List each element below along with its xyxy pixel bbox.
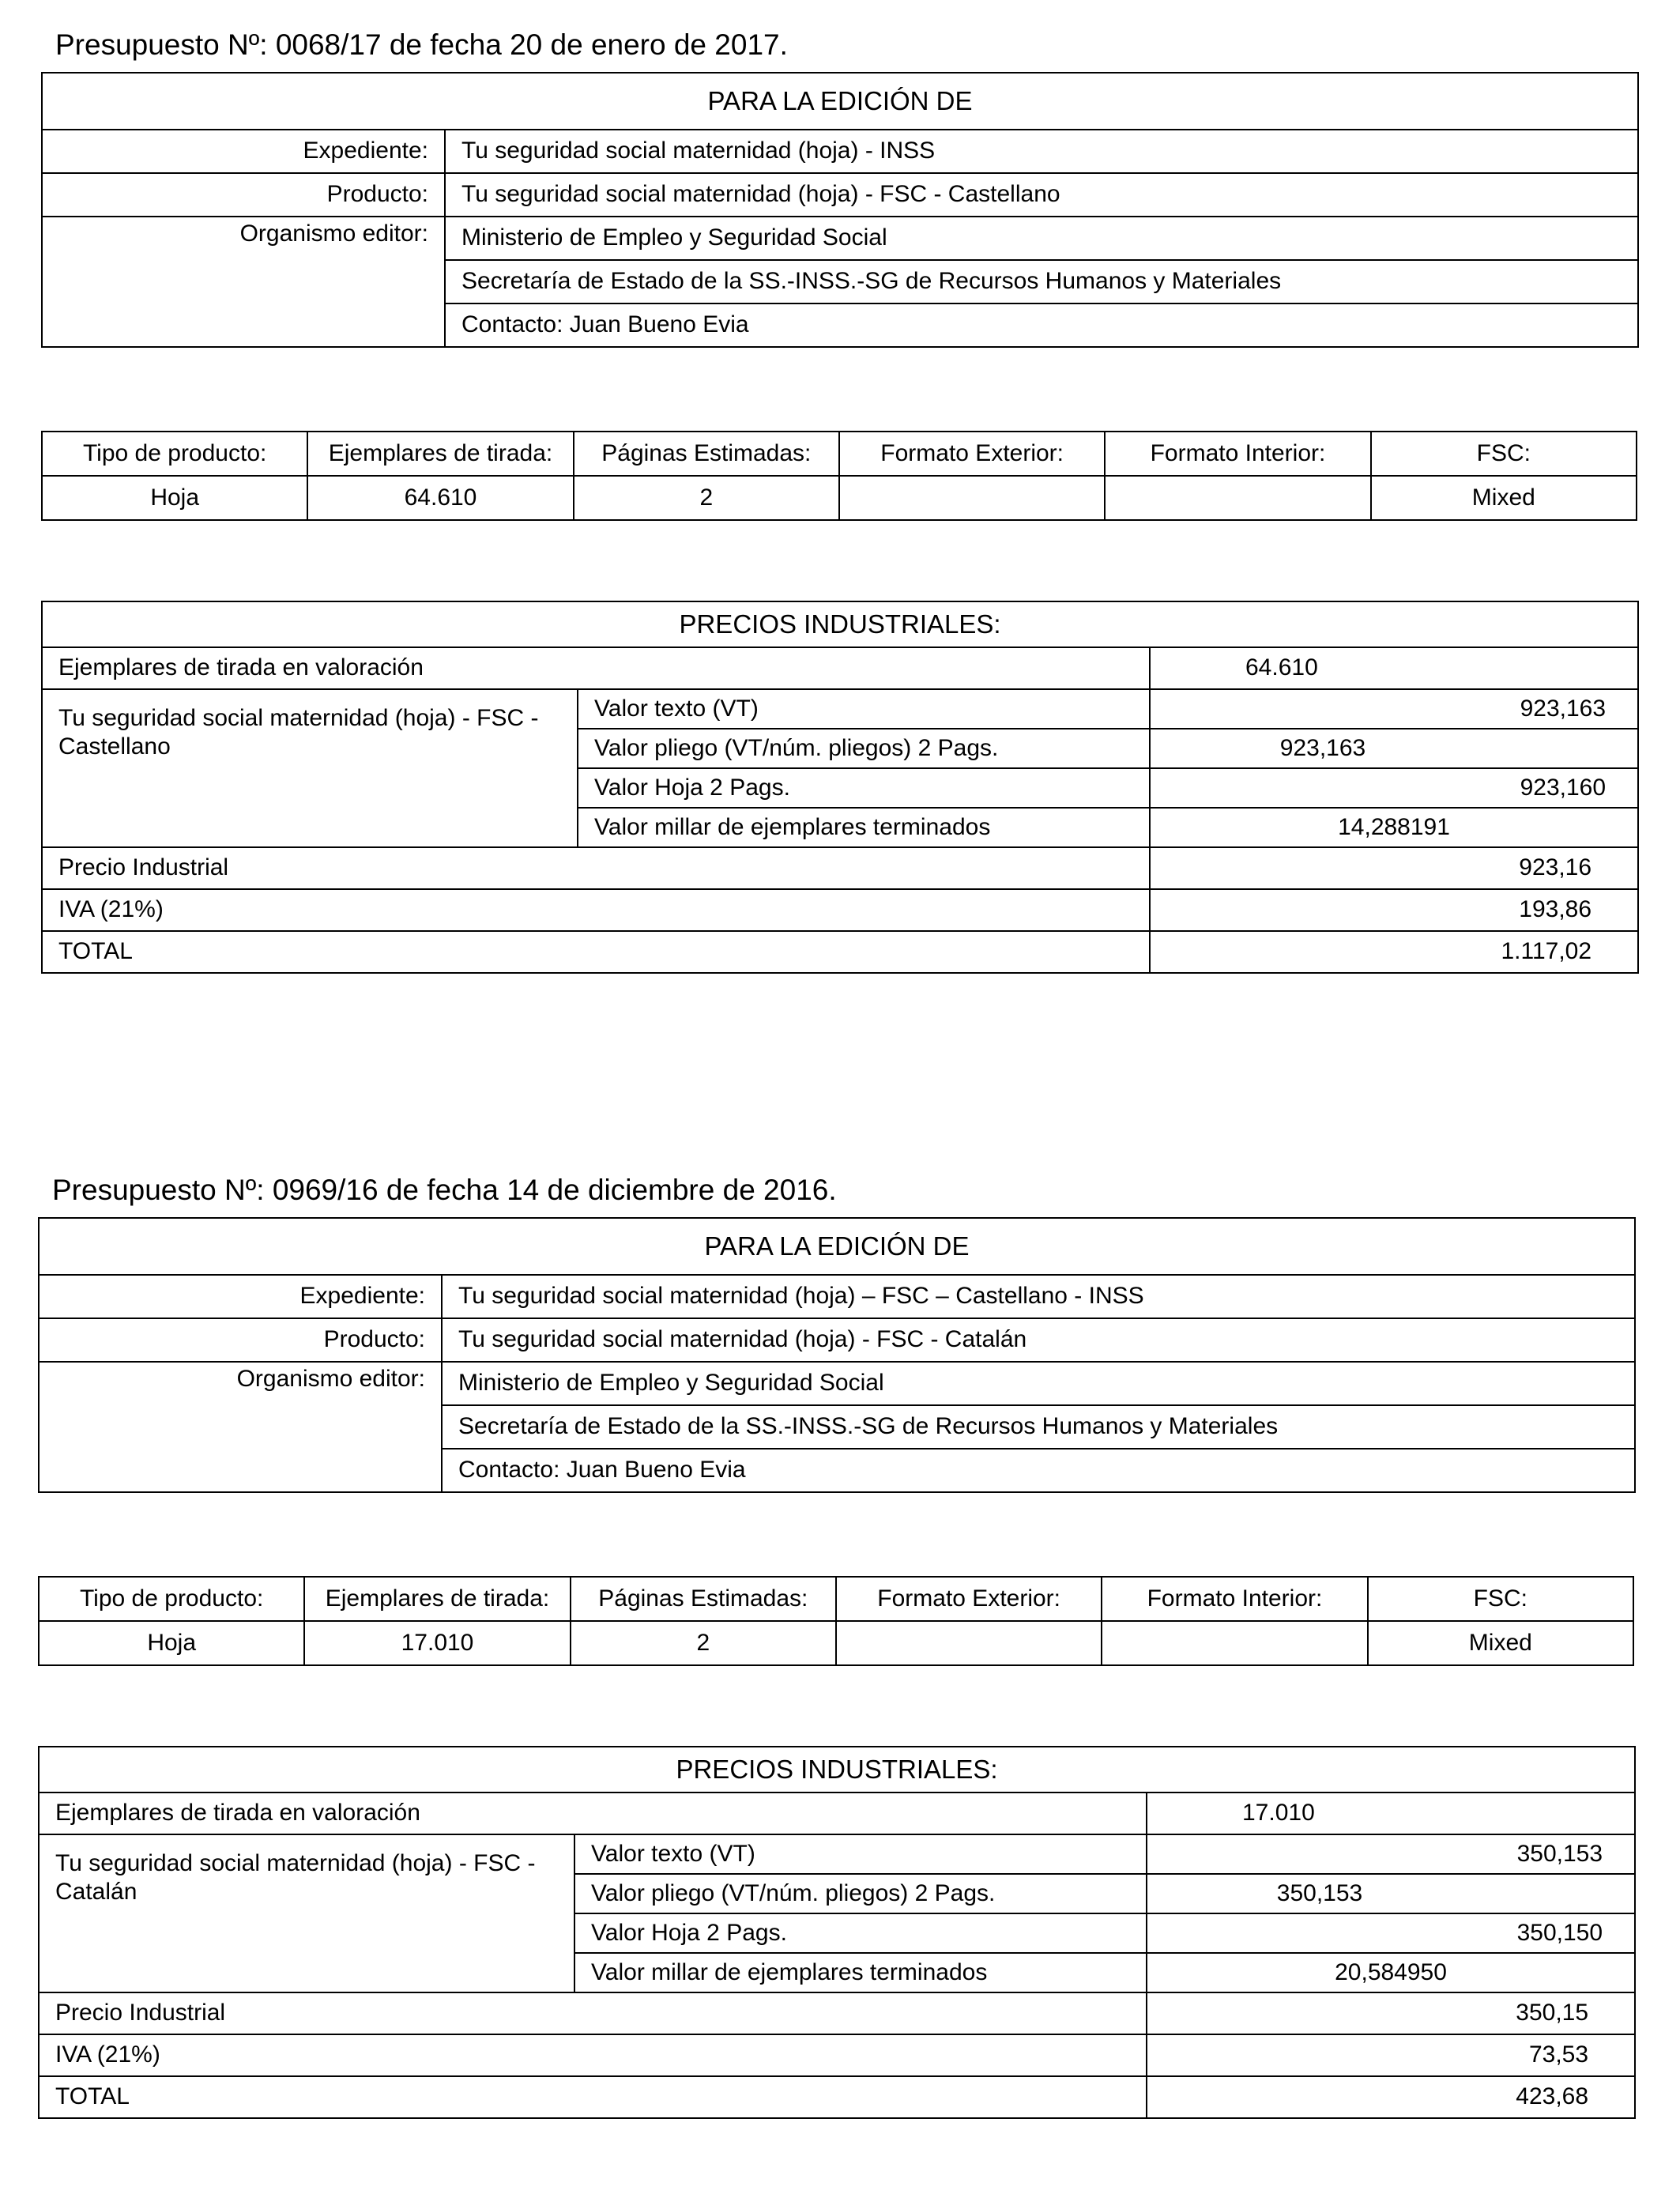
contacto-line: Contacto: Juan Bueno Evia — [442, 1449, 1635, 1492]
producto-value: Tu seguridad social maternidad (hoja) - FSC - Castellano — [445, 173, 1638, 217]
total-label: TOTAL — [42, 931, 1150, 973]
price-row-value: 923,160 — [1150, 768, 1638, 808]
contacto-line: Contacto: Juan Bueno Evia — [445, 303, 1638, 347]
spec-value: 2 — [571, 1621, 836, 1665]
spec-header: Formato Exterior: — [839, 432, 1105, 476]
spec-value: Hoja — [39, 1621, 304, 1665]
price-row-label: Valor millar de ejemplares terminados — [578, 808, 1150, 847]
producto-label: Producto: — [39, 1318, 442, 1362]
budget-title: Presupuesto Nº: 0068/17 de fecha 20 de enero de 2017. — [55, 28, 788, 61]
spec-header: Páginas Estimadas: — [571, 1577, 836, 1621]
precio-industrial-value: 923,16 — [1150, 847, 1638, 889]
price-row-value: 20,584950 — [1147, 1953, 1635, 1992]
spec-header: Ejemplares de tirada: — [304, 1577, 570, 1621]
price-row-label: Valor texto (VT) — [574, 1834, 1147, 1874]
price-row-value: 350,153 — [1147, 1834, 1635, 1874]
spec-header: Formato Interior: — [1105, 432, 1370, 476]
ejemplares-label: Ejemplares de tirada en valoración — [42, 647, 1150, 689]
price-row-value: 923,163 — [1150, 689, 1638, 729]
specs-table — [38, 1576, 1634, 1666]
producto-label: Producto: — [42, 173, 445, 217]
organismo-line: Ministerio de Empleo y Seguridad Social — [442, 1362, 1635, 1405]
expediente-label: Expediente: — [39, 1275, 442, 1318]
price-row-label: Valor texto (VT) — [578, 689, 1150, 729]
spec-value — [1105, 476, 1370, 520]
edition-header: PARA LA EDICIÓN DE — [42, 73, 1638, 130]
spec-header: Páginas Estimadas: — [574, 432, 839, 476]
price-row-value: 923,163 — [1150, 729, 1638, 768]
spec-value: 2 — [574, 476, 839, 520]
prices-header: PRECIOS INDUSTRIALES: — [39, 1747, 1635, 1793]
price-row-value: 350,153 — [1147, 1874, 1635, 1913]
organismo-line: Ministerio de Empleo y Seguridad Social — [445, 217, 1638, 260]
spec-header: FSC: — [1368, 1577, 1633, 1621]
price-row-label: Valor pliego (VT/núm. pliegos) 2 Pags. — [578, 729, 1150, 768]
price-row-label: Valor Hoja 2 Pags. — [574, 1913, 1147, 1953]
edition-table — [38, 1217, 1636, 1493]
spec-value: Mixed — [1371, 476, 1637, 520]
spec-value: Mixed — [1368, 1621, 1633, 1665]
iva-value: 193,86 — [1150, 889, 1638, 931]
price-row-label: Valor pliego (VT/núm. pliegos) 2 Pags. — [574, 1874, 1147, 1913]
producto-value: Tu seguridad social maternidad (hoja) - FSC - Catalán — [442, 1318, 1635, 1362]
price-row-label: Valor Hoja 2 Pags. — [578, 768, 1150, 808]
expediente-value: Tu seguridad social maternidad (hoja) – FSC – Castellano - INSS — [442, 1275, 1635, 1318]
iva-value: 73,53 — [1147, 2034, 1635, 2076]
total-value: 1.117,02 — [1150, 931, 1638, 973]
expediente-label: Expediente: — [42, 130, 445, 173]
spec-value: Hoja — [42, 476, 307, 520]
expediente-value: Tu seguridad social maternidad (hoja) - INSS — [445, 130, 1638, 173]
product-name: Tu seguridad social maternidad (hoja) - FSC - Catalán — [39, 1834, 574, 1992]
precio-industrial-value: 350,15 — [1147, 1992, 1635, 2034]
spec-value: 64.610 — [307, 476, 573, 520]
specs-table — [41, 431, 1637, 521]
ejemplares-value: 64.610 — [1150, 647, 1638, 689]
price-row-value: 350,150 — [1147, 1913, 1635, 1953]
spec-value — [836, 1621, 1102, 1665]
product-name: Tu seguridad social maternidad (hoja) - FSC - Castellano — [42, 689, 578, 847]
edition-table — [41, 72, 1639, 348]
total-value: 423,68 — [1147, 2076, 1635, 2118]
precio-industrial-label: Precio Industrial — [42, 847, 1150, 889]
spec-header: Formato Interior: — [1102, 1577, 1367, 1621]
spec-header: Tipo de producto: — [42, 432, 307, 476]
price-row-value: 14,288191 — [1150, 808, 1638, 847]
prices-header: PRECIOS INDUSTRIALES: — [42, 601, 1638, 647]
spec-value: 17.010 — [304, 1621, 570, 1665]
prices-table — [38, 1746, 1636, 2119]
organismo-label: Organismo editor: — [42, 217, 445, 347]
ejemplares-label: Ejemplares de tirada en valoración — [39, 1793, 1147, 1834]
organismo-label: Organismo editor: — [39, 1362, 442, 1492]
spec-header: FSC: — [1371, 432, 1637, 476]
price-row-label: Valor millar de ejemplares terminados — [574, 1953, 1147, 1992]
spec-header: Ejemplares de tirada: — [307, 432, 573, 476]
edition-header: PARA LA EDICIÓN DE — [39, 1218, 1635, 1275]
prices-table — [41, 601, 1639, 974]
iva-label: IVA (21%) — [39, 2034, 1147, 2076]
spec-value — [839, 476, 1105, 520]
iva-label: IVA (21%) — [42, 889, 1150, 931]
spec-value — [1102, 1621, 1367, 1665]
spec-header: Tipo de producto: — [39, 1577, 304, 1621]
organismo-line: Secretaría de Estado de la SS.-INSS.-SG de Recursos Humanos y Materiales — [445, 260, 1638, 303]
budget-title: Presupuesto Nº: 0969/16 de fecha 14 de diciembre de 2016. — [52, 1174, 837, 1206]
organismo-line: Secretaría de Estado de la SS.-INSS.-SG de Recursos Humanos y Materiales — [442, 1405, 1635, 1449]
total-label: TOTAL — [39, 2076, 1147, 2118]
ejemplares-value: 17.010 — [1147, 1793, 1635, 1834]
precio-industrial-label: Precio Industrial — [39, 1992, 1147, 2034]
spec-header: Formato Exterior: — [836, 1577, 1102, 1621]
